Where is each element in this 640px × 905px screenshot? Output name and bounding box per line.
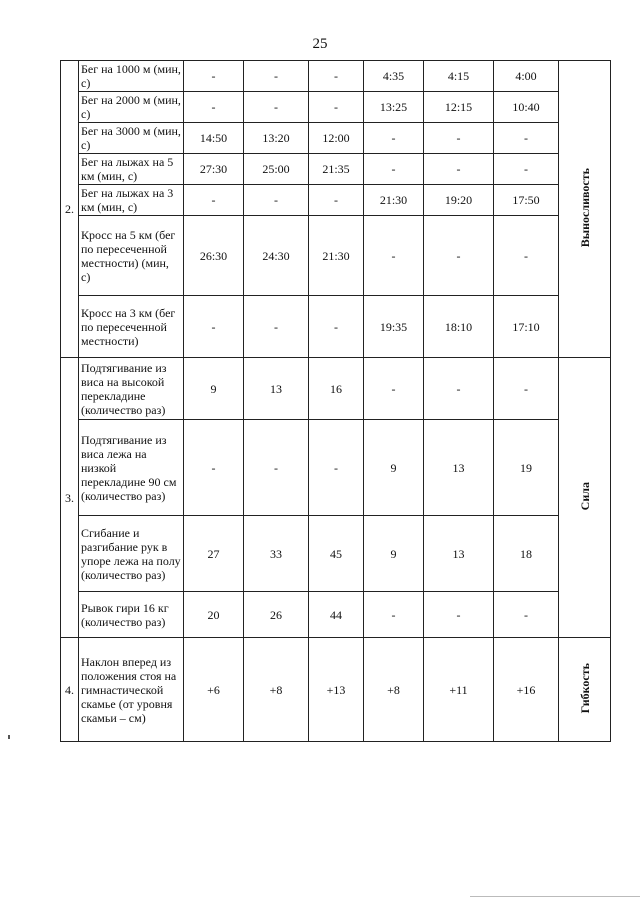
exercise-label: Кросс на 5 км (бег по пересеченной местности) (мин, с) <box>79 216 184 296</box>
table-cell: 21:30 <box>364 185 424 216</box>
table-cell: 12:15 <box>424 92 494 123</box>
table-cell: - <box>364 592 424 638</box>
table-cell: 16 <box>309 358 364 420</box>
table-cell: 4:00 <box>494 61 559 92</box>
table-row <box>61 92 611 123</box>
table-cell: 4:35 <box>364 61 424 92</box>
table-cell: 13:20 <box>244 123 309 154</box>
table-cell: - <box>184 420 244 516</box>
table-cell: 44 <box>309 592 364 638</box>
table-row <box>61 296 611 358</box>
table-cell: - <box>364 154 424 185</box>
table-cell: - <box>309 185 364 216</box>
table-cell: - <box>424 592 494 638</box>
table-cell: 21:35 <box>309 154 364 185</box>
table-cell: 45 <box>309 516 364 592</box>
table-cell: 9 <box>184 358 244 420</box>
table-cell: 13:25 <box>364 92 424 123</box>
exercise-label: Бег на 3000 м (мин, с) <box>79 123 184 154</box>
table-row <box>61 358 611 420</box>
table-cell: - <box>309 420 364 516</box>
table-cell: - <box>364 216 424 296</box>
table-row <box>61 123 611 154</box>
table-row <box>61 638 611 742</box>
section-number: 3. <box>61 358 79 638</box>
table-cell: - <box>244 185 309 216</box>
table-cell: - <box>309 61 364 92</box>
exercise-label: Бег на лыжах на 5 км (мин, с) <box>79 154 184 185</box>
table-row <box>61 592 611 638</box>
page-number: 25 <box>312 36 328 52</box>
table-cell: 24:30 <box>244 216 309 296</box>
table-cell: 9 <box>364 516 424 592</box>
table-cell: 26:30 <box>184 216 244 296</box>
table-cell: 17:50 <box>494 185 559 216</box>
table-cell: 12:00 <box>309 123 364 154</box>
table-cell: +8 <box>244 638 309 742</box>
table-cell: 4:15 <box>424 61 494 92</box>
exercise-label: Подтягивание из виса на высокой перекладине (количество раз) <box>79 358 184 420</box>
table-cell: - <box>424 154 494 185</box>
table-cell: 21:30 <box>309 216 364 296</box>
table-cell: - <box>424 358 494 420</box>
norms-table <box>60 60 611 742</box>
exercise-label: Подтягивание из виса лежа на низкой перекладине 90 см (количество раз) <box>79 420 184 516</box>
table-cell: 10:40 <box>494 92 559 123</box>
category-cell <box>559 638 611 742</box>
category-label: Гибкость <box>577 662 592 714</box>
exercise-label: Бег на 1000 м (мин, с) <box>79 61 184 92</box>
exercise-label: Рывок гири 16 кг (количество раз) <box>79 592 184 638</box>
table-cell: - <box>364 358 424 420</box>
table-cell: 19:20 <box>424 185 494 216</box>
page-edge-line <box>470 896 640 897</box>
table-cell: - <box>494 358 559 420</box>
table-cell: - <box>364 123 424 154</box>
table-cell: 27:30 <box>184 154 244 185</box>
table-cell: - <box>494 123 559 154</box>
table-cell: 19:35 <box>364 296 424 358</box>
category-cell <box>559 61 611 358</box>
table-row <box>61 516 611 592</box>
table-cell: - <box>494 592 559 638</box>
table-cell: +13 <box>309 638 364 742</box>
table-cell: 20 <box>184 592 244 638</box>
table-cell: - <box>184 296 244 358</box>
table-cell: - <box>184 92 244 123</box>
table-cell: 33 <box>244 516 309 592</box>
exercise-label: Бег на лыжах на 3 км (мин, с) <box>79 185 184 216</box>
table-cell: - <box>309 296 364 358</box>
table-cell: - <box>424 123 494 154</box>
table-cell: +16 <box>494 638 559 742</box>
table-cell: 14:50 <box>184 123 244 154</box>
table-cell: - <box>494 154 559 185</box>
table-cell: - <box>244 296 309 358</box>
table-row <box>61 185 611 216</box>
table-cell: 13 <box>244 358 309 420</box>
scan-mark <box>8 735 10 739</box>
table-cell: - <box>309 92 364 123</box>
table-cell: - <box>244 92 309 123</box>
table-cell: 25:00 <box>244 154 309 185</box>
table-cell: - <box>424 216 494 296</box>
exercise-label: Наклон вперед из положения стоя на гимнастической скамье (от уровня скамьи – см) <box>79 638 184 742</box>
exercise-label: Сгибание и разгибание рук в упоре лежа на полу (количество раз) <box>79 516 184 592</box>
exercise-label: Бег на 2000 м (мин, с) <box>79 92 184 123</box>
exercise-label: Кросс на 3 км (бег по пересеченной местности) <box>79 296 184 358</box>
section-number: 4. <box>61 638 79 742</box>
table-cell: 18:10 <box>424 296 494 358</box>
table-cell: 26 <box>244 592 309 638</box>
table-cell: 13 <box>424 516 494 592</box>
table-cell: 18 <box>494 516 559 592</box>
table-cell: - <box>184 61 244 92</box>
table-row <box>61 216 611 296</box>
table-cell: +6 <box>184 638 244 742</box>
table-cell: 27 <box>184 516 244 592</box>
section-number: 2. <box>61 61 79 358</box>
category-cell <box>559 358 611 638</box>
category-label: Выносливость <box>577 167 592 248</box>
table-row <box>61 61 611 92</box>
table-cell: - <box>184 185 244 216</box>
table-cell: +8 <box>364 638 424 742</box>
table-cell: - <box>244 61 309 92</box>
table-row <box>61 154 611 185</box>
table-cell: 13 <box>424 420 494 516</box>
table-cell: - <box>244 420 309 516</box>
table-cell: +11 <box>424 638 494 742</box>
table-cell: 19 <box>494 420 559 516</box>
table-row <box>61 420 611 516</box>
table-cell: 17:10 <box>494 296 559 358</box>
category-label: Сила <box>577 481 592 511</box>
table-cell: - <box>494 216 559 296</box>
table-cell: 9 <box>364 420 424 516</box>
